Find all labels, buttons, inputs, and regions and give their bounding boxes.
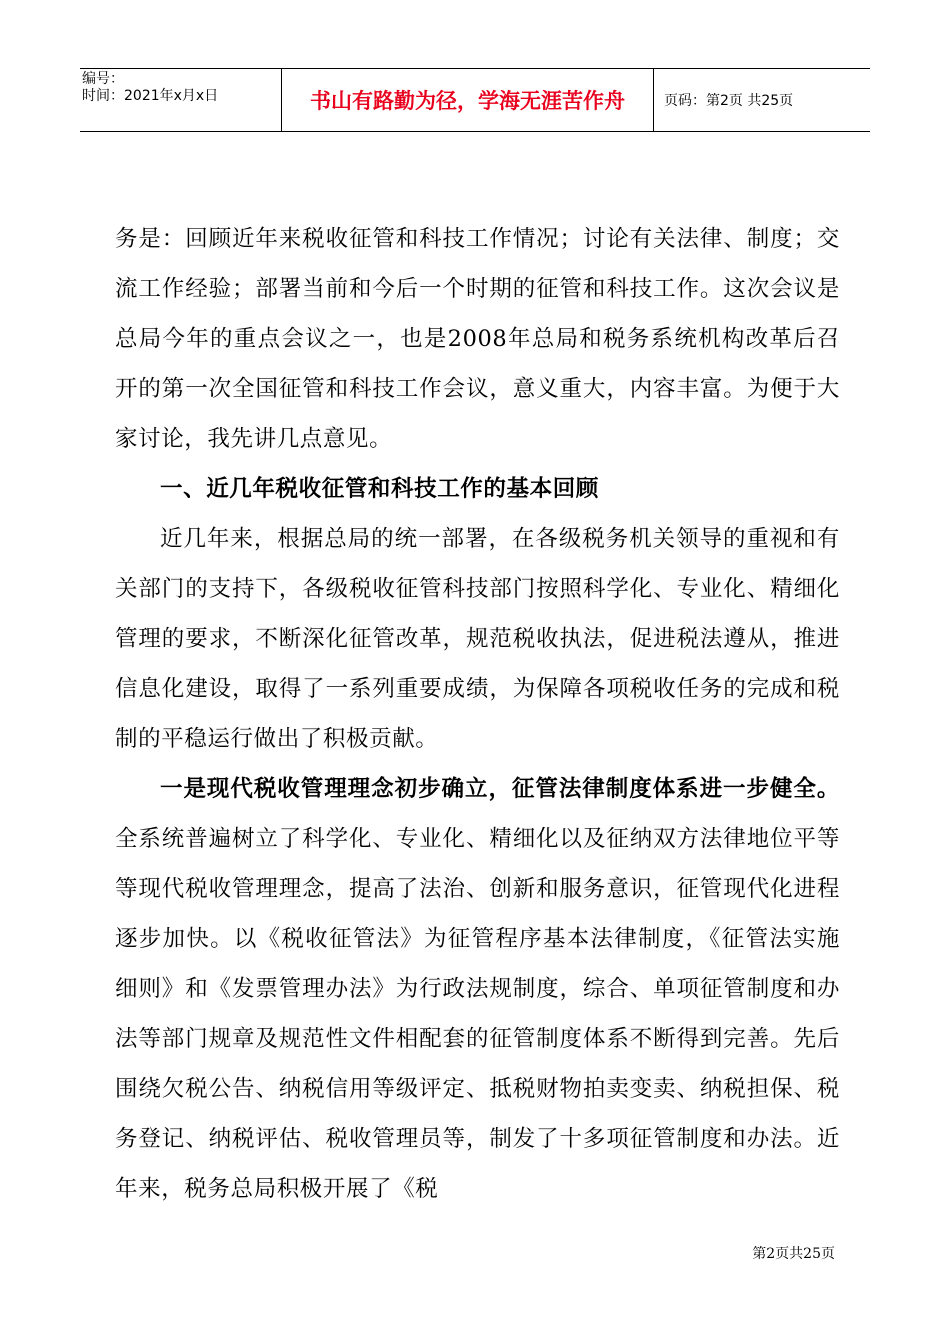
paragraph-1: 务是：回顾近年来税收征管和科技工作情况；讨论有关法律、制度；交流工作经验；部署当前和今后一个时期的征管和科技工作。这次会议是总局今年的重点会议之一，也是2008年总局和税务系统机构改革后召开的第一次全国征管和科技工作会议，意义重大，内容丰富。为便于大家讨论，我先讲几点意见。: [115, 226, 840, 452]
page-footer: 第2页共25页: [752, 1246, 835, 1262]
header-page-info: 页码：第2页 共25页: [664, 93, 794, 109]
paragraph-3-text: 全系统普遍树立了科学化、专业化、精细化以及征纳双方法律地位平等等现代税收管理理念，提高了法治、创新和服务意识，征管现代化进程逐步加快。以《税收征管法》为征管程序基本法律制度，《征管法实施细则》和《发票管理办法》为行政法规制度，综合、单项征管制度和办法等部门规章及规范性文件相配套的征管制度体系不断得到完善。先后围绕欠税公告、纳税信用等级评定、抵税财物拍卖变卖、纳税担保、税务登记、纳税评估、税收管理员等，制发了十多项征管制度和办法。近年来，税务总局积极开展了《税: [115, 826, 840, 1202]
paragraph-3-lead: 一是现代税收管理理念初步确立，征管法律制度体系进一步健全。: [160, 776, 840, 802]
paragraph-2: 近几年来，根据总局的统一部署，在各级税务机关领导的重视和有关部门的支持下，各级税收征管科技部门按照科学化、专业化、精细化管理的要求，不断深化征管改革，规范税收执法，促进税法遵从，推进信息化建设，取得了一系列重要成绩，为保障各项税收任务的完成和税制的平稳运行做出了积极贡献。: [115, 526, 840, 752]
header-motto: 书山有路勤为径，学海无涯苦作舟: [282, 69, 654, 131]
document-number-label: 编号：: [82, 71, 124, 87]
document-body: [115, 214, 840, 1214]
section-heading-1: 一、近几年税收征管和科技工作的基本回顾: [160, 476, 599, 502]
page-header: [80, 68, 870, 132]
paragraph-3: [115, 764, 840, 1214]
header-meta-cell: [80, 69, 282, 131]
document-time-label: 时间：2021年x月x日: [82, 88, 219, 104]
